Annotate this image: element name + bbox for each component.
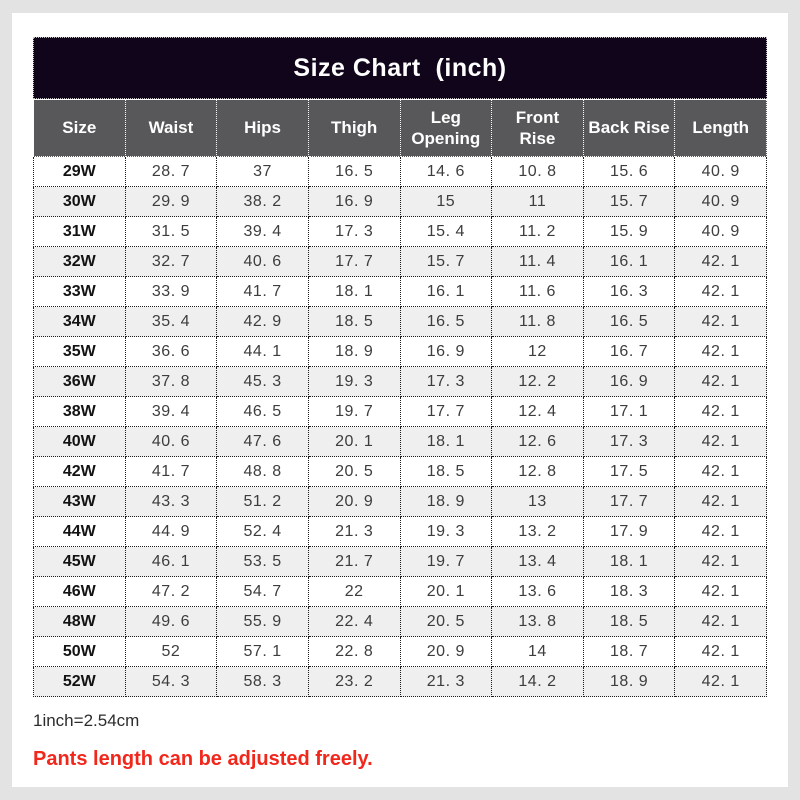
value-cell: 45. 3 bbox=[217, 367, 309, 397]
value-cell: 19. 3 bbox=[400, 517, 492, 547]
size-cell: 38W bbox=[34, 397, 126, 427]
value-cell: 42. 1 bbox=[675, 457, 767, 487]
unit-conversion-note: 1inch=2.54cm bbox=[33, 711, 140, 730]
value-cell: 42. 1 bbox=[675, 667, 767, 697]
value-cell: 33. 9 bbox=[125, 277, 217, 307]
value-cell: 18. 1 bbox=[308, 277, 400, 307]
size-chart-title: Size Chart (inch) bbox=[293, 53, 507, 82]
value-cell: 17. 7 bbox=[400, 397, 492, 427]
value-cell: 17. 1 bbox=[583, 397, 675, 427]
table-row bbox=[34, 217, 767, 247]
value-cell: 12 bbox=[492, 337, 584, 367]
value-cell: 12. 2 bbox=[492, 367, 584, 397]
value-cell: 48. 8 bbox=[217, 457, 309, 487]
value-cell: 52. 4 bbox=[217, 517, 309, 547]
value-cell: 17. 5 bbox=[583, 457, 675, 487]
table-row bbox=[34, 577, 767, 607]
value-cell: 42. 1 bbox=[675, 277, 767, 307]
size-cell: 52W bbox=[34, 667, 126, 697]
value-cell: 29. 9 bbox=[125, 187, 217, 217]
value-cell: 41. 7 bbox=[125, 457, 217, 487]
value-cell: 19. 3 bbox=[308, 367, 400, 397]
value-cell: 28. 7 bbox=[125, 157, 217, 187]
value-cell: 35. 4 bbox=[125, 307, 217, 337]
value-cell: 11. 8 bbox=[492, 307, 584, 337]
table-row bbox=[34, 247, 767, 277]
value-cell: 15. 7 bbox=[400, 247, 492, 277]
value-cell: 23. 2 bbox=[308, 667, 400, 697]
value-cell: 17. 3 bbox=[583, 427, 675, 457]
column-header-leg-opening: Leg Opening bbox=[400, 100, 492, 157]
value-cell: 37 bbox=[217, 157, 309, 187]
size-cell: 46W bbox=[34, 577, 126, 607]
value-cell: 54. 3 bbox=[125, 667, 217, 697]
value-cell: 16. 1 bbox=[583, 247, 675, 277]
pants-length-note: Pants length can be adjusted freely. bbox=[33, 748, 373, 770]
value-cell: 11 bbox=[492, 187, 584, 217]
value-cell: 42. 1 bbox=[675, 517, 767, 547]
value-cell: 42. 1 bbox=[675, 307, 767, 337]
size-cell: 50W bbox=[34, 637, 126, 667]
value-cell: 18. 5 bbox=[308, 307, 400, 337]
table-row bbox=[34, 427, 767, 457]
size-cell: 33W bbox=[34, 277, 126, 307]
value-cell: 18. 3 bbox=[583, 577, 675, 607]
value-cell: 54. 7 bbox=[217, 577, 309, 607]
table-row bbox=[34, 457, 767, 487]
table-row bbox=[34, 157, 767, 187]
value-cell: 16. 3 bbox=[583, 277, 675, 307]
table-row bbox=[34, 187, 767, 217]
value-cell: 46. 5 bbox=[217, 397, 309, 427]
table-row bbox=[34, 607, 767, 637]
size-cell: 30W bbox=[34, 187, 126, 217]
value-cell: 16. 5 bbox=[583, 307, 675, 337]
value-cell: 52 bbox=[125, 637, 217, 667]
value-cell: 58. 3 bbox=[217, 667, 309, 697]
value-cell: 22. 4 bbox=[308, 607, 400, 637]
value-cell: 17. 9 bbox=[583, 517, 675, 547]
size-chart-table-body bbox=[34, 157, 767, 697]
size-cell: 43W bbox=[34, 487, 126, 517]
table-row bbox=[34, 397, 767, 427]
table-row bbox=[34, 367, 767, 397]
value-cell: 42. 1 bbox=[675, 487, 767, 517]
value-cell: 21. 3 bbox=[308, 517, 400, 547]
value-cell: 40. 9 bbox=[675, 157, 767, 187]
value-cell: 39. 4 bbox=[125, 397, 217, 427]
header-row bbox=[34, 100, 767, 157]
value-cell: 53. 5 bbox=[217, 547, 309, 577]
table-row bbox=[34, 637, 767, 667]
value-cell: 36. 6 bbox=[125, 337, 217, 367]
column-header-length: Length bbox=[675, 100, 767, 157]
value-cell: 37. 8 bbox=[125, 367, 217, 397]
value-cell: 12. 6 bbox=[492, 427, 584, 457]
value-cell: 17. 3 bbox=[400, 367, 492, 397]
value-cell: 20. 5 bbox=[308, 457, 400, 487]
value-cell: 38. 2 bbox=[217, 187, 309, 217]
value-cell: 13. 2 bbox=[492, 517, 584, 547]
value-cell: 44. 1 bbox=[217, 337, 309, 367]
value-cell: 20. 9 bbox=[308, 487, 400, 517]
value-cell: 18. 5 bbox=[583, 607, 675, 637]
column-header-waist: Waist bbox=[125, 100, 217, 157]
value-cell: 15. 6 bbox=[583, 157, 675, 187]
size-chart-title-bar bbox=[33, 37, 767, 99]
value-cell: 20. 1 bbox=[400, 577, 492, 607]
column-header-front-rise: Front Rise bbox=[492, 100, 584, 157]
value-cell: 40. 9 bbox=[675, 187, 767, 217]
value-cell: 32. 7 bbox=[125, 247, 217, 277]
value-cell: 42. 1 bbox=[675, 607, 767, 637]
value-cell: 47. 6 bbox=[217, 427, 309, 457]
value-cell: 16. 7 bbox=[583, 337, 675, 367]
column-header-back-rise: Back Rise bbox=[583, 100, 675, 157]
value-cell: 16. 9 bbox=[400, 337, 492, 367]
value-cell: 44. 9 bbox=[125, 517, 217, 547]
size-cell: 48W bbox=[34, 607, 126, 637]
value-cell: 10. 8 bbox=[492, 157, 584, 187]
value-cell: 17. 7 bbox=[583, 487, 675, 517]
value-cell: 15 bbox=[400, 187, 492, 217]
value-cell: 20. 5 bbox=[400, 607, 492, 637]
value-cell: 16. 5 bbox=[400, 307, 492, 337]
column-header-thigh: Thigh bbox=[308, 100, 400, 157]
size-cell: 44W bbox=[34, 517, 126, 547]
value-cell: 13. 8 bbox=[492, 607, 584, 637]
size-chart-table bbox=[33, 99, 767, 697]
column-header-hips: Hips bbox=[217, 100, 309, 157]
value-cell: 19. 7 bbox=[308, 397, 400, 427]
value-cell: 18. 9 bbox=[583, 667, 675, 697]
value-cell: 51. 2 bbox=[217, 487, 309, 517]
column-header-size: Size bbox=[34, 100, 126, 157]
value-cell: 42. 1 bbox=[675, 247, 767, 277]
value-cell: 17. 7 bbox=[308, 247, 400, 277]
value-cell: 55. 9 bbox=[217, 607, 309, 637]
value-cell: 42. 1 bbox=[675, 547, 767, 577]
value-cell: 46. 1 bbox=[125, 547, 217, 577]
value-cell: 31. 5 bbox=[125, 217, 217, 247]
value-cell: 21. 3 bbox=[400, 667, 492, 697]
value-cell: 42. 1 bbox=[675, 337, 767, 367]
value-cell: 13. 6 bbox=[492, 577, 584, 607]
value-cell: 14. 2 bbox=[492, 667, 584, 697]
value-cell: 16. 5 bbox=[308, 157, 400, 187]
value-cell: 18. 5 bbox=[400, 457, 492, 487]
value-cell: 42. 1 bbox=[675, 397, 767, 427]
value-cell: 20. 1 bbox=[308, 427, 400, 457]
value-cell: 21. 7 bbox=[308, 547, 400, 577]
table-row bbox=[34, 667, 767, 697]
size-cell: 35W bbox=[34, 337, 126, 367]
value-cell: 42. 1 bbox=[675, 427, 767, 457]
value-cell: 13. 4 bbox=[492, 547, 584, 577]
value-cell: 40. 9 bbox=[675, 217, 767, 247]
value-cell: 18. 1 bbox=[400, 427, 492, 457]
size-cell: 31W bbox=[34, 217, 126, 247]
size-chart-card bbox=[12, 13, 788, 787]
value-cell: 20. 9 bbox=[400, 637, 492, 667]
value-cell: 42. 1 bbox=[675, 577, 767, 607]
value-cell: 57. 1 bbox=[217, 637, 309, 667]
value-cell: 13 bbox=[492, 487, 584, 517]
value-cell: 19. 7 bbox=[400, 547, 492, 577]
size-cell: 42W bbox=[34, 457, 126, 487]
value-cell: 42. 1 bbox=[675, 367, 767, 397]
table-row bbox=[34, 487, 767, 517]
value-cell: 11. 2 bbox=[492, 217, 584, 247]
value-cell: 15. 4 bbox=[400, 217, 492, 247]
value-cell: 39. 4 bbox=[217, 217, 309, 247]
value-cell: 18. 7 bbox=[583, 637, 675, 667]
value-cell: 12. 4 bbox=[492, 397, 584, 427]
value-cell: 17. 3 bbox=[308, 217, 400, 247]
value-cell: 42. 9 bbox=[217, 307, 309, 337]
size-cell: 32W bbox=[34, 247, 126, 277]
value-cell: 18. 1 bbox=[583, 547, 675, 577]
value-cell: 18. 9 bbox=[400, 487, 492, 517]
value-cell: 16. 1 bbox=[400, 277, 492, 307]
value-cell: 40. 6 bbox=[217, 247, 309, 277]
value-cell: 47. 2 bbox=[125, 577, 217, 607]
table-row bbox=[34, 517, 767, 547]
value-cell: 14 bbox=[492, 637, 584, 667]
value-cell: 15. 7 bbox=[583, 187, 675, 217]
value-cell: 40. 6 bbox=[125, 427, 217, 457]
size-cell: 34W bbox=[34, 307, 126, 337]
table-row bbox=[34, 277, 767, 307]
size-cell: 36W bbox=[34, 367, 126, 397]
value-cell: 11. 4 bbox=[492, 247, 584, 277]
value-cell: 11. 6 bbox=[492, 277, 584, 307]
value-cell: 41. 7 bbox=[217, 277, 309, 307]
table-row bbox=[34, 307, 767, 337]
size-cell: 40W bbox=[34, 427, 126, 457]
value-cell: 16. 9 bbox=[308, 187, 400, 217]
table-row bbox=[34, 337, 767, 367]
value-cell: 12. 8 bbox=[492, 457, 584, 487]
value-cell: 42. 1 bbox=[675, 637, 767, 667]
size-cell: 29W bbox=[34, 157, 126, 187]
size-chart-table-header bbox=[34, 100, 767, 157]
value-cell: 18. 9 bbox=[308, 337, 400, 367]
table-row bbox=[34, 547, 767, 577]
value-cell: 16. 9 bbox=[583, 367, 675, 397]
value-cell: 14. 6 bbox=[400, 157, 492, 187]
value-cell: 22 bbox=[308, 577, 400, 607]
value-cell: 22. 8 bbox=[308, 637, 400, 667]
value-cell: 49. 6 bbox=[125, 607, 217, 637]
value-cell: 43. 3 bbox=[125, 487, 217, 517]
size-cell: 45W bbox=[34, 547, 126, 577]
value-cell: 15. 9 bbox=[583, 217, 675, 247]
